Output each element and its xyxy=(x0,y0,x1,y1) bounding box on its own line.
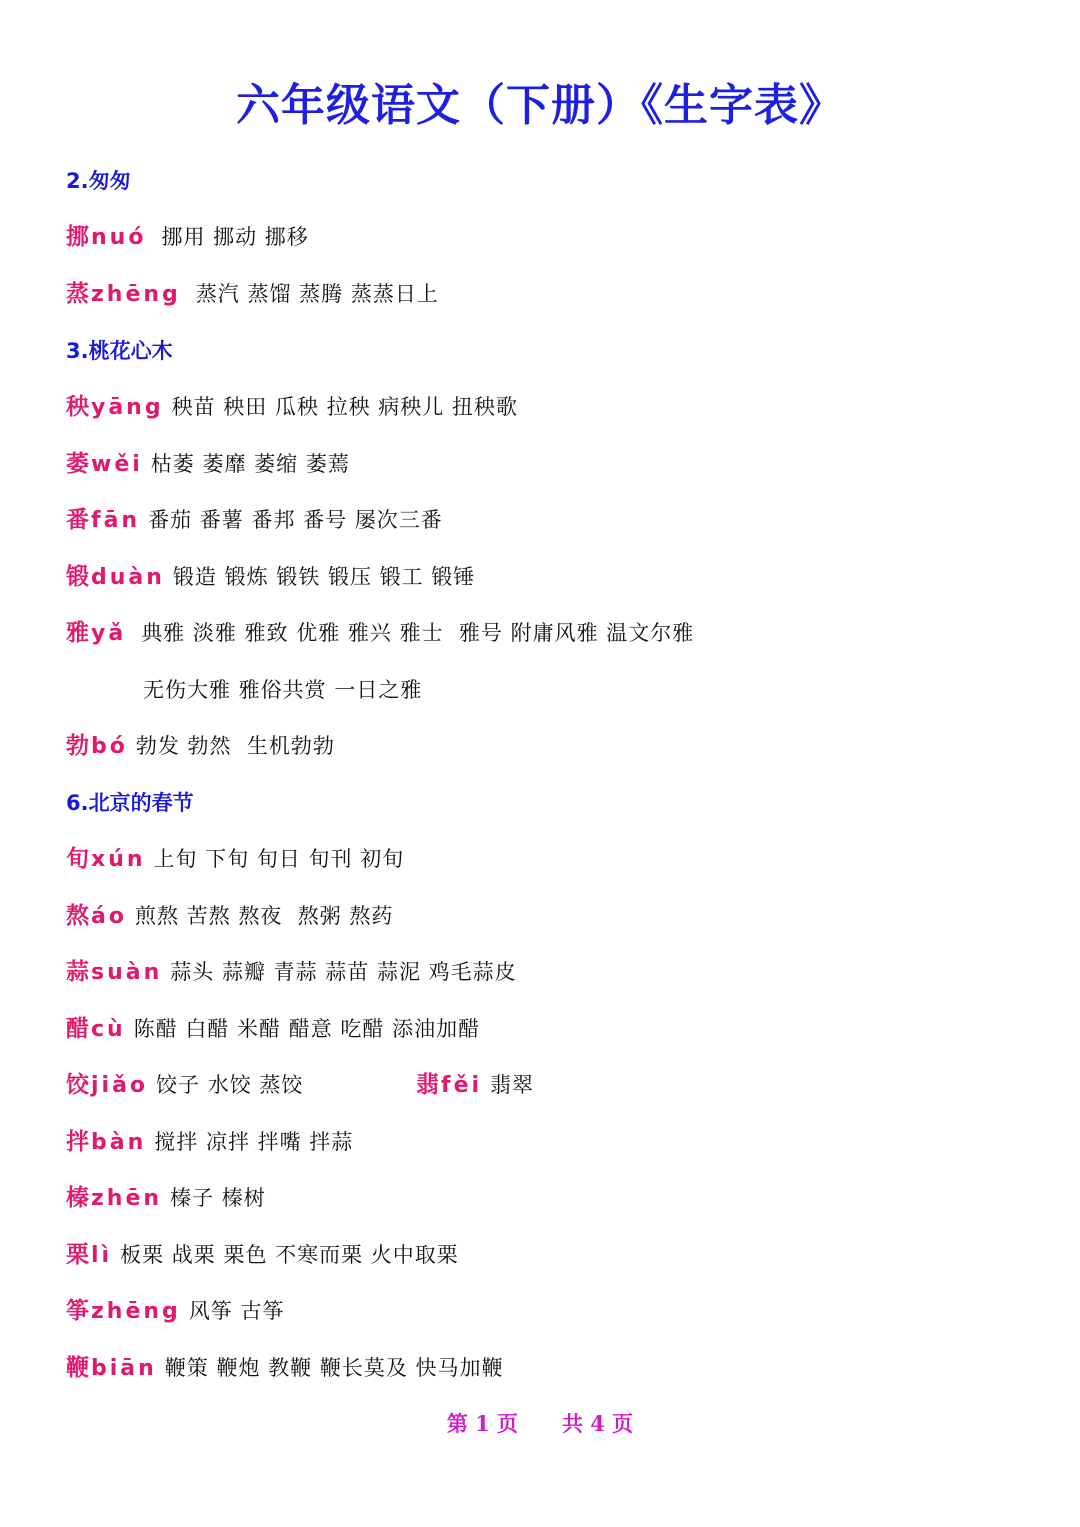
vocab-entry xyxy=(66,1240,459,1271)
vocab-entry xyxy=(66,1296,285,1327)
entry-char: 翡 xyxy=(416,1072,439,1098)
entry-pinyin: duàn xyxy=(91,565,165,590)
entry-words: 榛子 榛树 xyxy=(170,1186,266,1210)
entry-words: 鞭策 鞭炮 教鞭 鞭长莫及 快马加鞭 xyxy=(164,1356,504,1380)
entry-pinyin: nuó xyxy=(91,225,147,250)
entry-pinyin: zhēng xyxy=(91,282,181,307)
entry-pinyin: fěi xyxy=(441,1073,483,1098)
vocab-entry xyxy=(66,901,393,932)
vocab-entry-continuation xyxy=(143,675,422,706)
vocab-entry xyxy=(66,1127,353,1158)
entry-char: 萎 xyxy=(66,451,89,477)
entry-words: 上旬 下旬 旬日 旬刊 初旬 xyxy=(153,847,405,871)
entry-pinyin: xún xyxy=(91,847,146,872)
entry-pinyin: bó xyxy=(91,734,128,759)
entry-words: 锻造 锻炼 锻铁 锻压 锻工 锻锤 xyxy=(172,565,476,589)
entry-char: 蒸 xyxy=(66,281,89,307)
entry-char: 雅 xyxy=(66,620,89,646)
entry-pinyin: zhēng xyxy=(91,1299,181,1324)
entry-char: 醋 xyxy=(66,1016,89,1042)
entry-pinyin: jiǎo xyxy=(91,1073,149,1098)
entry-pinyin: cù xyxy=(91,1017,126,1042)
entry-char: 饺 xyxy=(66,1072,89,1098)
section-heading: 6.北京的春节 xyxy=(66,791,194,815)
entry-char: 挪 xyxy=(66,224,89,250)
entry-char: 勃 xyxy=(66,733,89,759)
entry-char: 番 xyxy=(66,507,89,533)
entry-char: 榛 xyxy=(66,1185,89,1211)
entry-words: 蒸汽 蒸馏 蒸腾 蒸蒸日上 xyxy=(195,282,439,306)
vocab-entry xyxy=(66,1014,480,1045)
entry-pinyin: bàn xyxy=(91,1130,147,1155)
vocab-entry xyxy=(66,957,517,988)
vocab-entry xyxy=(66,392,518,423)
entry-words: 风筝 古筝 xyxy=(188,1299,285,1323)
entry-words: 挪用 挪动 挪移 xyxy=(161,225,309,249)
vocab-entry xyxy=(66,1353,504,1384)
entry-pinyin: áo xyxy=(91,904,127,929)
vocab-entry xyxy=(66,731,335,762)
entry-char: 拌 xyxy=(66,1129,89,1155)
entry-words: 蒜头 蒜瓣 青蒜 蒜苗 蒜泥 鸡毛蒜皮 xyxy=(170,960,517,984)
entry-words: 饺子 水饺 蒸饺 xyxy=(156,1073,304,1097)
entry-char: 熬 xyxy=(66,903,89,929)
entry-words: 勃发 勃然 生机勃勃 xyxy=(135,734,335,758)
entry-char: 鞭 xyxy=(66,1355,89,1381)
page-title: 六年级语文（下册）《生字表》 xyxy=(236,80,844,131)
entry-pinyin: zhēn xyxy=(91,1186,163,1211)
entry-words: 板栗 战栗 栗色 不寒而栗 火中取栗 xyxy=(120,1243,459,1267)
vocab-entry xyxy=(66,505,443,536)
vocab-entry xyxy=(66,618,694,649)
vocab-entry xyxy=(66,1183,266,1214)
page-footer xyxy=(0,1408,1080,1438)
entry-char: 锻 xyxy=(66,564,89,590)
entry-words: 枯萎 萎靡 萎缩 萎蔫 xyxy=(150,452,350,476)
entry-words: 煎熬 苦熬 熬夜 熬粥 熬药 xyxy=(134,904,394,928)
vocab-entry xyxy=(66,449,350,480)
entry-pinyin: yāng xyxy=(91,395,164,420)
entry-words: 典雅 淡雅 雅致 优雅 雅兴 雅士 雅号 附庸风雅 温文尔雅 xyxy=(141,621,695,645)
section-heading: 2.匆匆 xyxy=(66,169,131,193)
entry-pinyin: lì xyxy=(91,1243,113,1268)
entry-words: 翡翠 xyxy=(490,1073,535,1097)
entry-pinyin: biān xyxy=(91,1356,157,1381)
vocab-entry xyxy=(66,1070,303,1101)
vocab-entry xyxy=(66,562,475,593)
page-number: 第 1 页 xyxy=(446,1411,519,1436)
entry-pinyin: suàn xyxy=(91,960,163,985)
entry-char: 筝 xyxy=(66,1298,89,1324)
entry-char: 蒜 xyxy=(66,959,89,985)
entry-char: 旬 xyxy=(66,846,89,872)
entry-words: 无伤大雅 雅俗共赏 一日之雅 xyxy=(143,678,423,702)
page-total: 共 4 页 xyxy=(561,1411,634,1436)
entry-words: 搅拌 凉拌 拌嘴 拌蒜 xyxy=(154,1130,354,1154)
entry-pinyin: fān xyxy=(91,508,141,533)
vocab-entry xyxy=(66,844,404,875)
vocab-entry xyxy=(66,279,439,310)
vocab-entry xyxy=(416,1070,534,1101)
entry-pinyin: yǎ xyxy=(91,621,127,646)
entry-char: 秧 xyxy=(66,394,89,420)
entry-words: 陈醋 白醋 米醋 醋意 吃醋 添油加醋 xyxy=(133,1017,481,1041)
entry-pinyin: wěi xyxy=(91,452,143,477)
entry-words: 秧苗 秧田 瓜秧 拉秧 病秧儿 扭秧歌 xyxy=(171,395,518,419)
entry-char: 栗 xyxy=(66,1242,89,1268)
entry-words: 番茄 番薯 番邦 番号 屡次三番 xyxy=(148,508,443,532)
section-heading: 3.桃花心木 xyxy=(66,339,173,363)
vocab-entry xyxy=(66,222,309,253)
